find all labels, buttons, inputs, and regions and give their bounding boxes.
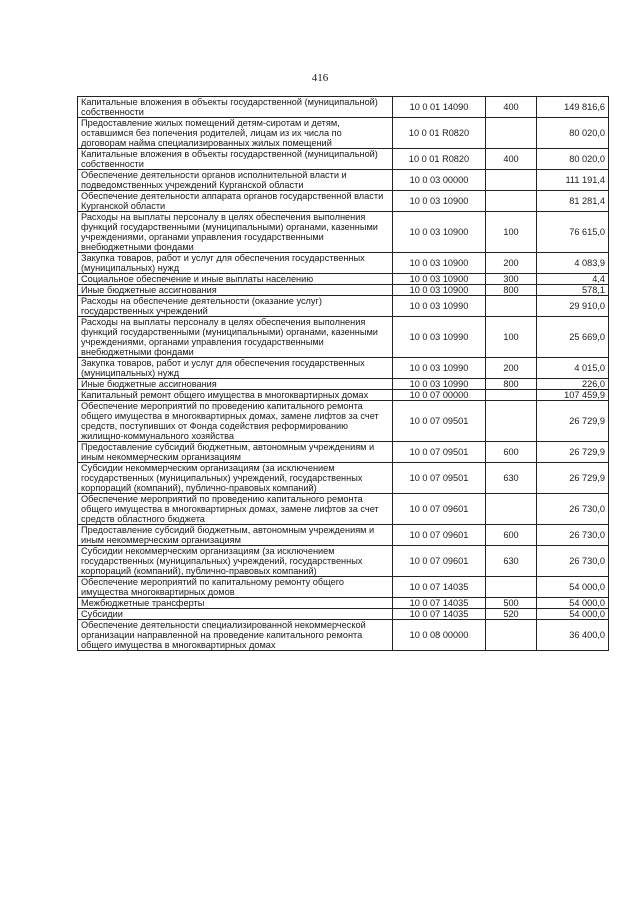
budget-table-body (78, 97, 609, 651)
row-expense-type-cell (486, 191, 537, 212)
row-expense-type-cell: 630 (486, 463, 537, 494)
row-name-cell: Иные бюджетные ассигнования (78, 379, 393, 390)
row-expense-type-cell (486, 577, 537, 598)
row-name-cell: Обеспечение мероприятий по проведению капитального ремонта общего имущества в многоквартирных домах, замене лифтов за счет средств областного бюджета (78, 494, 393, 525)
table-row (78, 494, 609, 525)
row-expense-type-cell: 800 (486, 285, 537, 296)
table-row (78, 118, 609, 149)
table-row (78, 577, 609, 598)
row-expense-type-cell: 100 (486, 212, 537, 253)
row-sum-cell: 54 000,0 (537, 598, 609, 609)
row-sum-cell: 25 669,0 (537, 317, 609, 358)
row-code-cell: 10 0 03 10900 (393, 274, 486, 285)
row-sum-cell: 26 729,9 (537, 463, 609, 494)
row-name-cell: Капитальные вложения в объекты государственной (муниципальной) собственности (78, 97, 393, 118)
table-row (78, 598, 609, 609)
table-row (78, 285, 609, 296)
row-expense-type-cell: 200 (486, 253, 537, 274)
table-row (78, 546, 609, 577)
row-code-cell: 10 0 07 14035 (393, 609, 486, 620)
row-name-cell: Расходы на выплаты персоналу в целях обеспечения выполнения функций государственными (муниципальными) органами, казенными учреждениями, органами управления государственными внебюджетными фондами (78, 317, 393, 358)
row-sum-cell: 226,0 (537, 379, 609, 390)
row-sum-cell: 29 910,0 (537, 296, 609, 317)
table-row (78, 170, 609, 191)
row-code-cell: 10 0 07 00000 (393, 390, 486, 401)
row-sum-cell: 4 015,0 (537, 358, 609, 379)
row-code-cell: 10 0 07 09601 (393, 546, 486, 577)
row-name-cell: Капитальные вложения в объекты государственной (муниципальной) собственности (78, 149, 393, 170)
table-row (78, 317, 609, 358)
row-sum-cell: 4 083,9 (537, 253, 609, 274)
row-expense-type-cell: 520 (486, 609, 537, 620)
row-sum-cell: 81 281,4 (537, 191, 609, 212)
table-row (78, 358, 609, 379)
row-expense-type-cell: 600 (486, 525, 537, 546)
table-row (78, 97, 609, 118)
row-expense-type-cell: 600 (486, 442, 537, 463)
row-code-cell: 10 0 03 10900 (393, 191, 486, 212)
table-row (78, 442, 609, 463)
row-expense-type-cell: 630 (486, 546, 537, 577)
row-sum-cell: 26 730,0 (537, 494, 609, 525)
row-name-cell: Предоставление субсидий бюджетным, автономным учреждениям и иным некоммерческим организациям (78, 525, 393, 546)
row-code-cell: 10 0 07 09601 (393, 494, 486, 525)
row-code-cell: 10 0 01 R0820 (393, 118, 486, 149)
row-name-cell: Предоставление жилых помещений детям-сиротам и детям, оставшимся без попечения родителей, лицам из их числа по договорам найма специализированных жилых помещений (78, 118, 393, 149)
row-sum-cell: 26 730,0 (537, 525, 609, 546)
table-row (78, 463, 609, 494)
row-code-cell: 10 0 07 09601 (393, 525, 486, 546)
budget-table (77, 96, 609, 651)
row-expense-type-cell: 500 (486, 598, 537, 609)
row-expense-type-cell (486, 620, 537, 651)
row-expense-type-cell: 300 (486, 274, 537, 285)
row-sum-cell: 26 730,0 (537, 546, 609, 577)
table-row (78, 191, 609, 212)
row-name-cell: Предоставление субсидий бюджетным, автономным учреждениям и иным некоммерческим организациям (78, 442, 393, 463)
row-code-cell: 10 0 07 14035 (393, 598, 486, 609)
row-expense-type-cell: 100 (486, 317, 537, 358)
row-expense-type-cell (486, 296, 537, 317)
row-code-cell: 10 0 03 10990 (393, 379, 486, 390)
row-sum-cell: 76 615,0 (537, 212, 609, 253)
table-row (78, 609, 609, 620)
row-name-cell: Расходы на обеспечение деятельности (оказание услуг) государственных учреждений (78, 296, 393, 317)
row-code-cell: 10 0 03 10990 (393, 296, 486, 317)
row-code-cell: 10 0 07 09501 (393, 463, 486, 494)
row-name-cell: Субсидии некоммерческим организациям (за исключением государственных (муниципальных) учреждений, государственных корпораций (компаний), публично-правовых компаний) (78, 463, 393, 494)
row-code-cell: 10 0 01 R0820 (393, 149, 486, 170)
row-name-cell: Субсидии некоммерческим организациям (за исключением государственных (муниципальных) учреждений, государственных корпораций (компаний), публично-правовых компаний) (78, 546, 393, 577)
row-expense-type-cell: 200 (486, 358, 537, 379)
table-row (78, 296, 609, 317)
row-expense-type-cell (486, 494, 537, 525)
row-sum-cell: 80 020,0 (537, 118, 609, 149)
row-name-cell: Обеспечение деятельности органов исполнительной власти и подведомственных учреждений Курганской области (78, 170, 393, 191)
row-expense-type-cell: 800 (486, 379, 537, 390)
row-expense-type-cell: 400 (486, 97, 537, 118)
page-number: 416 (311, 72, 329, 84)
row-name-cell: Обеспечение мероприятий по проведению капитального ремонта общего имущества в многоквартирных домах, замене лифтов за счет средств, поступивших от Фонда содействия реформированию жилищно-коммунального хозяйства (78, 401, 393, 442)
table-row (78, 525, 609, 546)
row-name-cell: Субсидии (78, 609, 393, 620)
row-name-cell: Расходы на выплаты персоналу в целях обеспечения выполнения функций государственными (муниципальными) органами, казенными учреждениями, органами управления государственными внебюджетными фондами (78, 212, 393, 253)
row-name-cell: Капитальный ремонт общего имущества в многоквартирных домах (78, 390, 393, 401)
row-expense-type-cell (486, 401, 537, 442)
row-sum-cell: 26 729,9 (537, 442, 609, 463)
row-name-cell: Закупка товаров, работ и услуг для обеспечения государственных (муниципальных) нужд (78, 253, 393, 274)
table-row (78, 253, 609, 274)
row-sum-cell: 4,4 (537, 274, 609, 285)
row-code-cell: 10 0 03 10900 (393, 253, 486, 274)
table-row (78, 390, 609, 401)
row-code-cell: 10 0 07 09501 (393, 442, 486, 463)
row-name-cell: Обеспечение деятельности специализированной некоммерческой организации направленной на проведение капитального ремонта общего имущества в многоквартирных домах (78, 620, 393, 651)
table-row (78, 620, 609, 651)
row-sum-cell: 54 000,0 (537, 577, 609, 598)
row-code-cell: 10 0 01 14090 (393, 97, 486, 118)
row-expense-type-cell (486, 390, 537, 401)
row-name-cell: Обеспечение деятельности аппарата органов государственной власти Курганской области (78, 191, 393, 212)
row-code-cell: 10 0 03 00000 (393, 170, 486, 191)
row-code-cell: 10 0 03 10900 (393, 285, 486, 296)
row-sum-cell: 107 459,9 (537, 390, 609, 401)
table-row (78, 149, 609, 170)
row-code-cell: 10 0 03 10990 (393, 358, 486, 379)
row-code-cell: 10 0 08 00000 (393, 620, 486, 651)
row-code-cell: 10 0 03 10990 (393, 317, 486, 358)
row-name-cell: Межбюджетные трансферты (78, 598, 393, 609)
row-expense-type-cell (486, 118, 537, 149)
row-code-cell: 10 0 07 14035 (393, 577, 486, 598)
table-row (78, 274, 609, 285)
row-expense-type-cell (486, 170, 537, 191)
row-sum-cell: 26 729,9 (537, 401, 609, 442)
row-sum-cell: 149 816,6 (537, 97, 609, 118)
row-expense-type-cell: 400 (486, 149, 537, 170)
row-name-cell: Социальное обеспечение и иные выплаты населению (78, 274, 393, 285)
row-sum-cell: 578,1 (537, 285, 609, 296)
row-sum-cell: 36 400,0 (537, 620, 609, 651)
row-sum-cell: 54 000,0 (537, 609, 609, 620)
table-row (78, 212, 609, 253)
row-code-cell: 10 0 07 09501 (393, 401, 486, 442)
table-row (78, 401, 609, 442)
row-name-cell: Иные бюджетные ассигнования (78, 285, 393, 296)
row-sum-cell: 111 191,4 (537, 170, 609, 191)
row-code-cell: 10 0 03 10900 (393, 212, 486, 253)
table-row (78, 379, 609, 390)
row-sum-cell: 80 020,0 (537, 149, 609, 170)
row-name-cell: Закупка товаров, работ и услуг для обеспечения государственных (муниципальных) нужд (78, 358, 393, 379)
row-name-cell: Обеспечение мероприятий по капитальному ремонту общего имущества многоквартирных домов (78, 577, 393, 598)
